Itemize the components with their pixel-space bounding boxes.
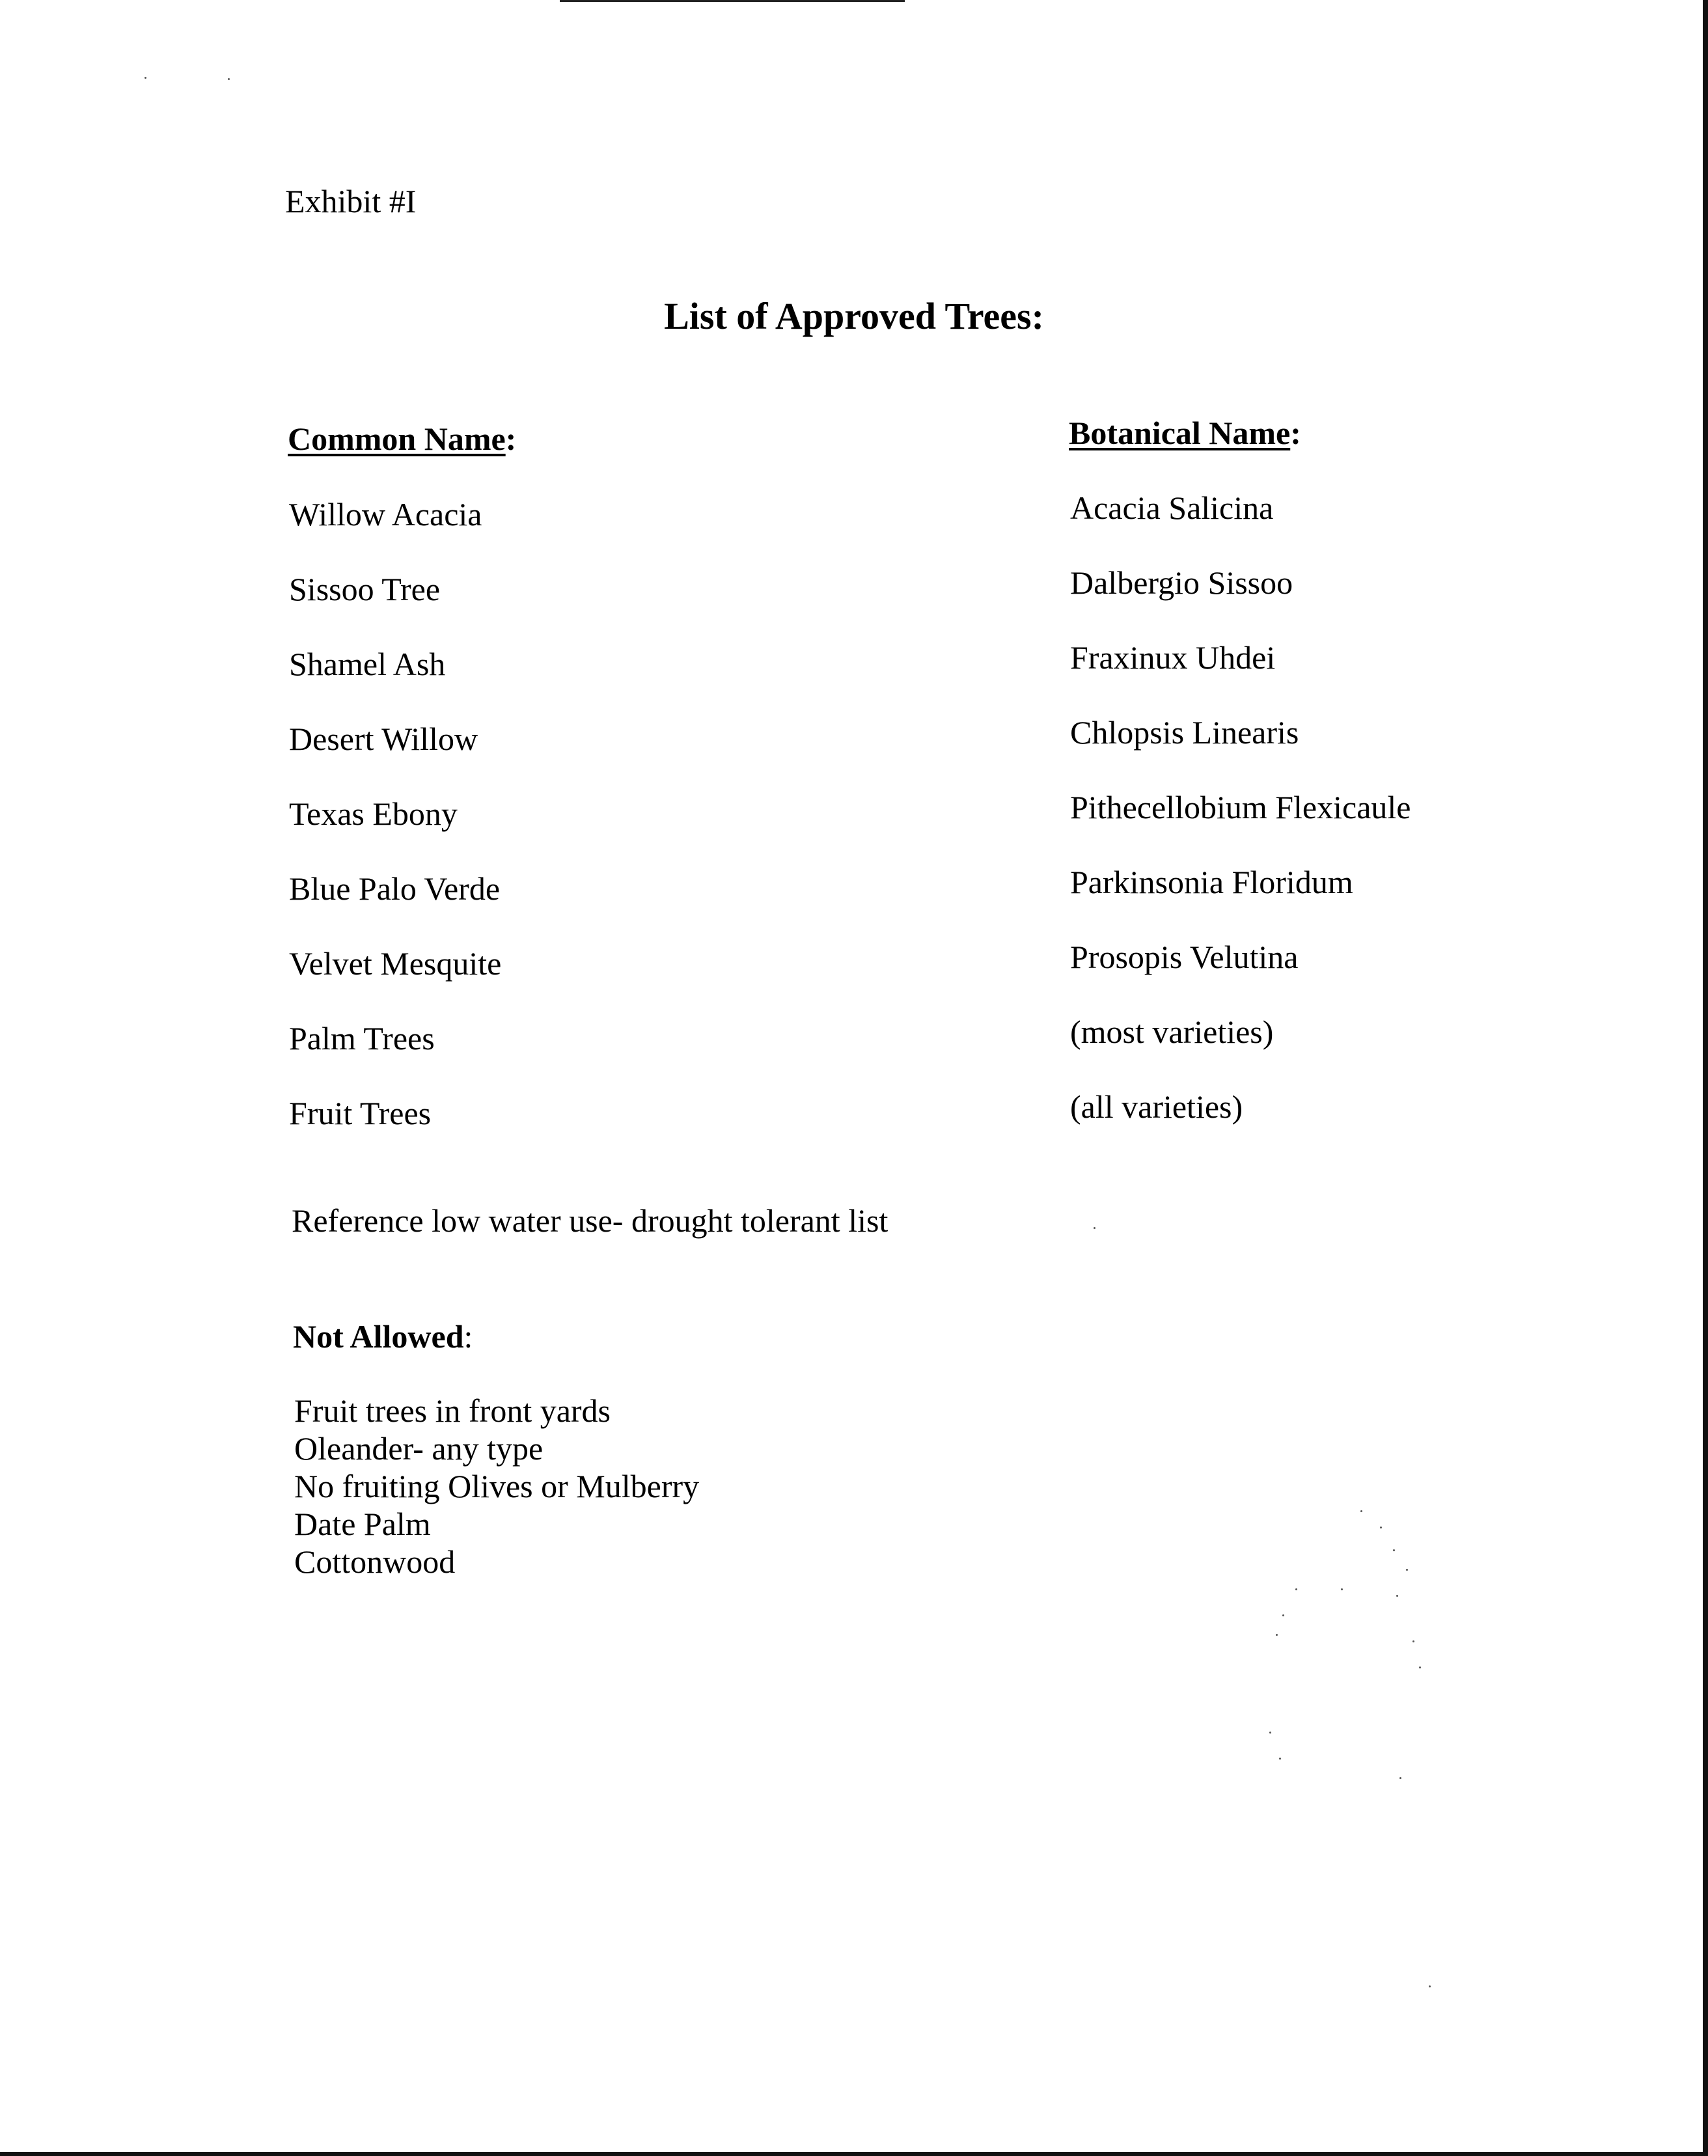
scan-speckle <box>1393 1549 1395 1551</box>
common-name-header-text: Common Name <box>288 421 506 457</box>
scan-speckle <box>1276 1634 1278 1636</box>
scan-speckle <box>228 78 230 80</box>
common-name-header <box>288 420 516 458</box>
not-allowed-heading-colon: : <box>463 1318 473 1355</box>
common-name-item: Texas Ebony <box>289 795 458 832</box>
scan-speckle <box>1094 1227 1095 1229</box>
not-allowed-list <box>294 1392 699 1581</box>
not-allowed-heading-text: Not Allowed <box>293 1318 464 1355</box>
common-name-list <box>289 495 501 1168</box>
scan-speckle <box>1419 1666 1421 1668</box>
botanical-name-item: Prosopis Velutina <box>1070 939 1299 975</box>
reference-note: Reference low water use- drought tolerant list <box>292 1202 888 1239</box>
botanical-name-item: Fraxinux Uhdei <box>1070 639 1276 676</box>
scan-speckle <box>1380 1527 1382 1528</box>
scan-speckle <box>145 77 146 79</box>
botanical-name-item: Parkinsonia Floridum <box>1070 864 1353 900</box>
scan-speckle <box>1282 1614 1284 1616</box>
common-name-item: Willow Acacia <box>289 496 482 532</box>
botanical-name-item: (all varieties) <box>1070 1088 1243 1125</box>
not-allowed-item: Fruit trees in front yards <box>294 1392 611 1429</box>
scan-speckle <box>1399 1777 1401 1779</box>
common-name-item: Shamel Ash <box>289 646 446 682</box>
common-name-item: Sissoo Tree <box>289 571 441 607</box>
scan-speckle <box>1429 1985 1431 1987</box>
common-name-item: Velvet Mesquite <box>289 945 502 982</box>
scan-speckle <box>1295 1588 1297 1590</box>
botanical-name-header-colon: : <box>1290 415 1301 451</box>
not-allowed-item: Oleander- any type <box>294 1430 544 1467</box>
scan-speckle <box>1406 1569 1408 1571</box>
botanical-name-item: Pithecellobium Flexicaule <box>1070 789 1411 825</box>
not-allowed-heading <box>293 1318 473 1355</box>
botanical-name-list <box>1070 488 1411 1162</box>
not-allowed-item: No fruiting Olives or Mulberry <box>294 1468 700 1504</box>
not-allowed-item: Date Palm <box>294 1506 431 1542</box>
botanical-name-item: Dalbergio Sissoo <box>1070 564 1293 601</box>
scan-speckle <box>1279 1758 1281 1760</box>
scan-speckle <box>1412 1640 1414 1642</box>
scan-border-bottom <box>0 2152 1708 2156</box>
botanical-name-header-text: Botanical Name <box>1069 415 1291 451</box>
scan-top-rule <box>560 0 905 2</box>
botanical-name-header <box>1069 414 1301 452</box>
scan-speckle <box>1341 1588 1343 1590</box>
not-allowed-item: Cottonwood <box>294 1543 456 1580</box>
common-name-item: Fruit Trees <box>289 1095 432 1131</box>
common-name-item: Palm Trees <box>289 1020 435 1057</box>
scan-speckle <box>1396 1595 1398 1597</box>
common-name-header-colon: : <box>505 421 517 457</box>
scan-speckle <box>1360 1510 1362 1512</box>
scan-speckle <box>1269 1732 1271 1734</box>
botanical-name-item: (most varieties) <box>1070 1014 1274 1050</box>
common-name-item: Desert Willow <box>289 721 478 757</box>
page-title: List of Approved Trees: <box>664 295 1044 337</box>
botanical-name-item: Chlopsis Linearis <box>1070 714 1299 751</box>
botanical-name-item: Acacia Salicina <box>1070 490 1274 526</box>
exhibit-label: Exhibit #I <box>285 183 417 219</box>
common-name-item: Blue Palo Verde <box>289 870 501 907</box>
